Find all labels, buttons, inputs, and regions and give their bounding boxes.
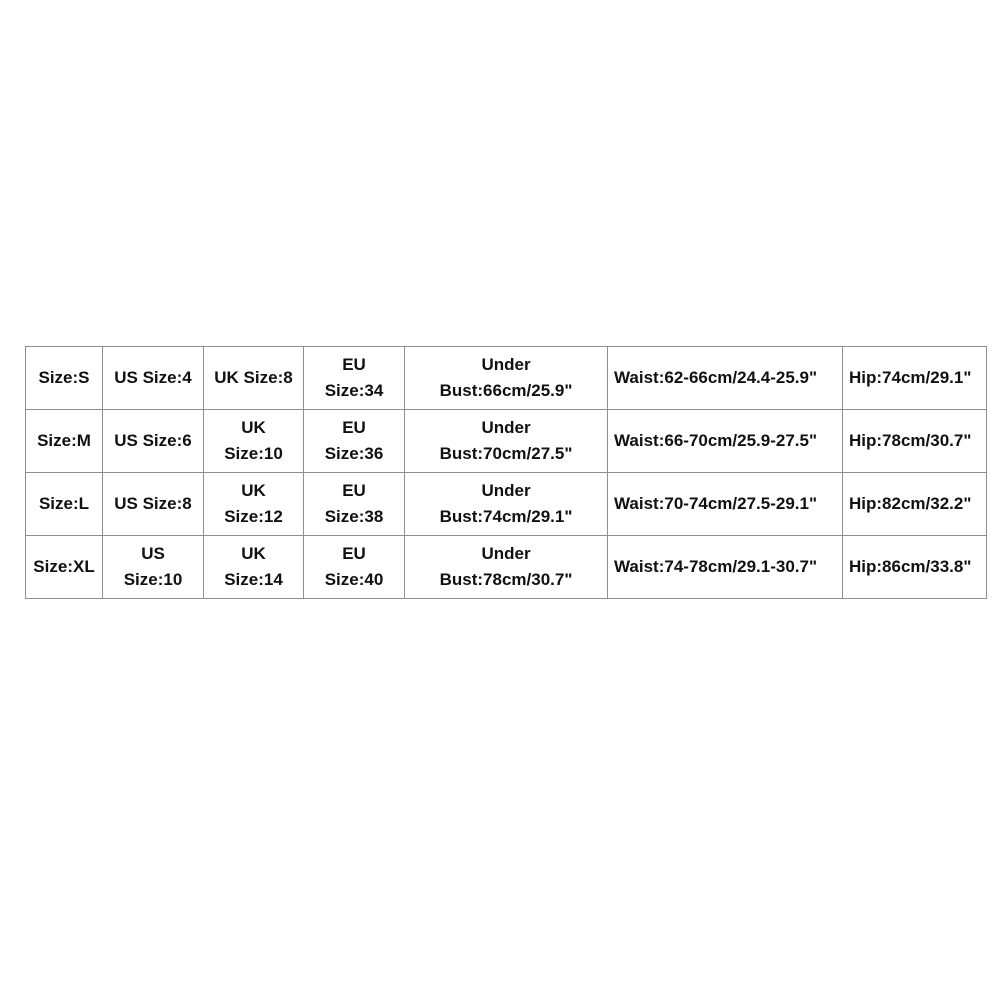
hip-cell: [843, 473, 987, 536]
hip-value: Hip:86cm/33.8": [849, 557, 972, 576]
eu-size-cell: [304, 536, 405, 599]
hip-value: Hip:74cm/29.1": [849, 368, 972, 387]
waist-cell: [608, 347, 843, 410]
eu-size-line: EU: [342, 481, 366, 500]
waist-value: Waist:62-66cm/24.4-25.9": [614, 368, 818, 387]
eu-size-cell: [304, 410, 405, 473]
us-size-line: US: [141, 544, 165, 563]
uk-size-cell: [204, 410, 304, 473]
size-label: Size:L: [38, 494, 90, 513]
size-label: Size:XL: [33, 557, 95, 576]
uk-size-line: Size:12: [224, 507, 283, 526]
us-size-line: US Size:8: [114, 494, 192, 513]
eu-size-cell: [304, 473, 405, 536]
us-size-cell: [103, 410, 204, 473]
size-cell: [26, 410, 103, 473]
eu-size-line: EU: [342, 544, 366, 563]
table-row: [26, 347, 987, 410]
under-bust-cell: [405, 536, 608, 599]
table-row: [26, 536, 987, 599]
hip-cell: [843, 410, 987, 473]
uk-size-line: UK: [241, 418, 266, 437]
eu-size-line: EU: [342, 418, 366, 437]
waist-value: Waist:74-78cm/29.1-30.7": [614, 557, 818, 576]
hip-value: Hip:82cm/32.2": [849, 494, 972, 513]
hip-cell: [843, 347, 987, 410]
eu-size-line: Size:36: [324, 444, 384, 463]
under-bust-line: Under: [481, 355, 531, 374]
under-bust-cell: [405, 410, 608, 473]
eu-size-line: Size:40: [324, 570, 384, 589]
size-cell: [26, 536, 103, 599]
uk-size-line: Size:14: [224, 570, 283, 589]
uk-size-line: Size:10: [224, 444, 283, 463]
eu-size-cell: [304, 347, 405, 410]
uk-size-line: UK: [241, 544, 266, 563]
waist-cell: [608, 410, 843, 473]
size-chart-table: [25, 346, 987, 599]
uk-size-line: UK: [241, 481, 266, 500]
under-bust-line: Bust:70cm/27.5": [439, 444, 573, 463]
us-size-line: US Size:4: [114, 368, 192, 387]
uk-size-line: UK Size:8: [214, 368, 293, 387]
uk-size-cell: [204, 347, 304, 410]
uk-size-cell: [204, 473, 304, 536]
under-bust-line: Bust:74cm/29.1": [439, 507, 573, 526]
waist-cell: [608, 473, 843, 536]
under-bust-cell: [405, 473, 608, 536]
under-bust-line: Under: [481, 418, 531, 437]
eu-size-line: Size:38: [324, 507, 384, 526]
size-cell: [26, 473, 103, 536]
uk-size-cell: [204, 536, 304, 599]
us-size-line: Size:10: [123, 570, 183, 589]
eu-size-line: Size:34: [324, 381, 384, 400]
waist-value: Waist:66-70cm/25.9-27.5": [614, 431, 818, 450]
us-size-line: US Size:6: [114, 431, 192, 450]
table-row: [26, 473, 987, 536]
under-bust-line: Bust:66cm/25.9": [439, 381, 573, 400]
under-bust-cell: [405, 347, 608, 410]
under-bust-line: Bust:78cm/30.7": [439, 570, 573, 589]
hip-value: Hip:78cm/30.7": [849, 431, 972, 450]
us-size-cell: [103, 347, 204, 410]
waist-cell: [608, 536, 843, 599]
us-size-cell: [103, 473, 204, 536]
us-size-cell: [103, 536, 204, 599]
under-bust-line: Under: [481, 481, 531, 500]
size-label: Size:M: [37, 431, 91, 450]
hip-cell: [843, 536, 987, 599]
table-row: [26, 410, 987, 473]
under-bust-line: Under: [481, 544, 531, 563]
size-label: Size:S: [38, 368, 90, 387]
size-cell: [26, 347, 103, 410]
eu-size-line: EU: [342, 355, 366, 374]
waist-value: Waist:70-74cm/27.5-29.1": [614, 494, 818, 513]
